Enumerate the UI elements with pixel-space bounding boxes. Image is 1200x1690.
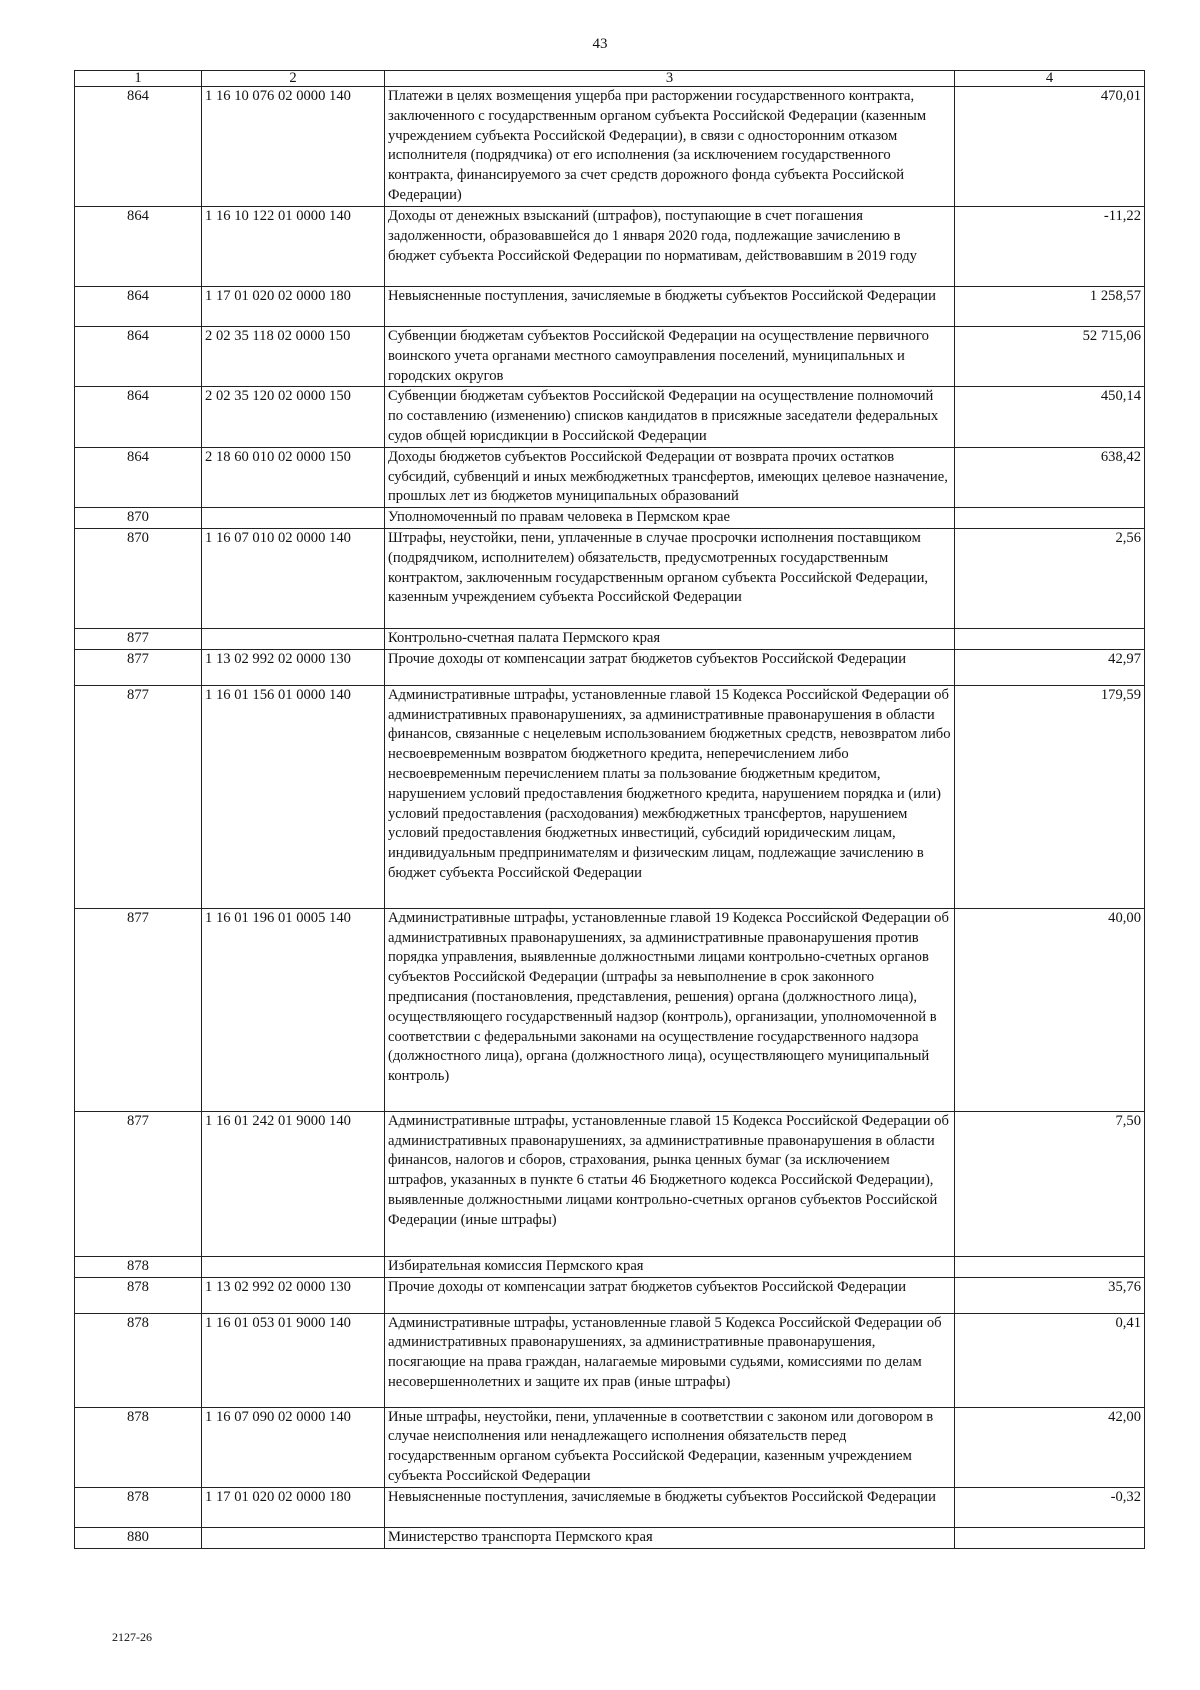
admin-code-cell: 877 <box>75 649 202 685</box>
budget-code-cell: 2 02 35 120 02 0000 150 <box>202 387 385 447</box>
income-name-cell: Доходы от денежных взысканий (штрафов), поступающие в счет погашения задолженности, образовавшейся до 1 января 2020 года, подлежащие зачислению в бюджет субъекта Российской Федерации по нормативам, действовавшим в 2019 году <box>385 207 955 287</box>
amount-cell: 0,41 <box>955 1313 1145 1407</box>
income-name-cell: Доходы бюджетов субъектов Российской Федерации от возврата прочих остатков субсидий, субвенций и иных межбюджетных трансфертов, имеющих целевое назначение, прошлых лет из бюджетов муниципальных образований <box>385 447 955 507</box>
income-name-cell: Контрольно-счетная палата Пермского края <box>385 628 955 649</box>
budget-code-cell <box>202 508 385 529</box>
admin-code-cell: 878 <box>75 1256 202 1277</box>
income-name-cell: Административные штрафы, установленные главой 15 Кодекса Российской Федерации об административных правонарушениях, за административные правонарушения в области финансов, связанные с нецелевым использованием бюджетных средств, невозвратом либо несвоевременным возвратом бюджетного кредита, неперечислением либо несвоевременным перечислением платы за пользование бюджетным кредитом, нарушением условий предоставления бюджетного кредита, нарушением порядка и (или) условий предоставления (расходования) межбюджетных трансфертов, нарушением условий предоставления бюджетных инвестиций, субсидий юридическим лицам, индивидуальным предпринимателям и физическим лицам, подлежащие зачислению в бюджет субъекта Российской Федерации <box>385 685 955 908</box>
column-header-3: 3 <box>385 71 955 87</box>
amount-cell <box>955 508 1145 529</box>
income-name-cell: Штрафы, неустойки, пени, уплаченные в случае просрочки исполнения поставщиком (подрядчиком, исполнителем) обязательств, предусмотренных государственным контрактом, заключенным государственным органом субъекта Российской Федерации, казенным учреждением субъекта Российской Федерации <box>385 528 955 628</box>
table-row <box>75 1407 1145 1487</box>
budget-code-cell: 1 16 07 090 02 0000 140 <box>202 1407 385 1487</box>
table-row <box>75 908 1145 1111</box>
table-row <box>75 508 1145 529</box>
income-name-cell: Прочие доходы от компенсации затрат бюджетов субъектов Российской Федерации <box>385 1277 955 1313</box>
income-name-cell: Иные штрафы, неустойки, пени, уплаченные в соответствии с законом или договором в случае неисполнения или ненадлежащего исполнения обязательств перед государственным органом субъекта Российской Федерации, казенным учреждением субъекта Российской Федерации <box>385 1407 955 1487</box>
budget-code-cell: 1 13 02 992 02 0000 130 <box>202 1277 385 1313</box>
amount-cell: -11,22 <box>955 207 1145 287</box>
amount-cell: 450,14 <box>955 387 1145 447</box>
budget-code-cell <box>202 628 385 649</box>
table-row <box>75 447 1145 507</box>
column-header-2: 2 <box>202 71 385 87</box>
budget-code-cell: 1 13 02 992 02 0000 130 <box>202 649 385 685</box>
amount-cell <box>955 628 1145 649</box>
amount-cell: 470,01 <box>955 87 1145 207</box>
income-name-cell: Административные штрафы, установленные главой 15 Кодекса Российской Федерации об административных правонарушениях, за административные правонарушения в области финансов, налогов и сборов, страхования, рынка ценных бумаг (за исключением штрафов, указанных в пункте 6 статьи 46 Бюджетного кодекса Российской Федерации), выявленные должностными лицами контрольно-счетных органов субъектов Российской Федерации (иные штрафы) <box>385 1111 955 1256</box>
income-name-cell: Административные штрафы, установленные главой 19 Кодекса Российской Федерации об административных правонарушениях, за административные правонарушения против порядка управления, выявленные должностными лицами контрольно-счетных органов субъектов Российской Федерации (штрафы за невыполнение в срок законного предписания (постановления, представления, решения) органа (должностного лица), осуществляющего государственный надзор (контроль), организации, уполномоченной в соответствии с федеральными законами на осуществление государственного надзора (должностного лица), органа (должностного лица), осуществляющего муниципальный контроль) <box>385 908 955 1111</box>
budget-code-cell: 1 16 01 156 01 0000 140 <box>202 685 385 908</box>
table-row <box>75 207 1145 287</box>
revenue-table <box>74 70 1145 1549</box>
budget-code-cell: 1 17 01 020 02 0000 180 <box>202 287 385 327</box>
income-name-cell: Административные штрафы, установленные главой 5 Кодекса Российской Федерации об административных правонарушениях, за административные правонарушения, посягающие на права граждан, налагаемые мировыми судьями, комиссиями по делам несовершеннолетних и защите их прав (иные штрафы) <box>385 1313 955 1407</box>
admin-code-cell: 864 <box>75 87 202 207</box>
budget-code-cell: 1 16 01 053 01 9000 140 <box>202 1313 385 1407</box>
admin-code-cell: 877 <box>75 908 202 1111</box>
table-row <box>75 1527 1145 1548</box>
amount-cell: 52 715,06 <box>955 327 1145 387</box>
amount-cell: 35,76 <box>955 1277 1145 1313</box>
table-row <box>75 1487 1145 1527</box>
budget-code-cell: 1 16 01 196 01 0005 140 <box>202 908 385 1111</box>
budget-code-cell: 1 16 10 122 01 0000 140 <box>202 207 385 287</box>
income-name-cell: Субвенции бюджетам субъектов Российской Федерации на осуществление первичного воинского учета органами местного самоуправления поселений, муниципальных и городских округов <box>385 327 955 387</box>
amount-cell: 638,42 <box>955 447 1145 507</box>
amount-cell: 42,97 <box>955 649 1145 685</box>
amount-cell: 2,56 <box>955 528 1145 628</box>
table-row <box>75 1277 1145 1313</box>
admin-code-cell: 878 <box>75 1407 202 1487</box>
amount-cell: 7,50 <box>955 1111 1145 1256</box>
income-name-cell: Прочие доходы от компенсации затрат бюджетов субъектов Российской Федерации <box>385 649 955 685</box>
admin-code-cell: 880 <box>75 1527 202 1548</box>
amount-cell: -0,32 <box>955 1487 1145 1527</box>
budget-code-cell <box>202 1527 385 1548</box>
amount-cell <box>955 1527 1145 1548</box>
budget-code-cell: 1 16 07 010 02 0000 140 <box>202 528 385 628</box>
table-row <box>75 649 1145 685</box>
income-name-cell: Избирательная комиссия Пермского края <box>385 1256 955 1277</box>
income-name-cell: Невыясненные поступления, зачисляемые в бюджеты субъектов Российской Федерации <box>385 1487 955 1527</box>
table-body <box>75 87 1145 1549</box>
table-row <box>75 628 1145 649</box>
amount-cell <box>955 1256 1145 1277</box>
table-row <box>75 287 1145 327</box>
amount-cell: 40,00 <box>955 908 1145 1111</box>
budget-code-cell: 1 16 01 242 01 9000 140 <box>202 1111 385 1256</box>
budget-code-cell: 1 16 10 076 02 0000 140 <box>202 87 385 207</box>
budget-code-cell: 2 18 60 010 02 0000 150 <box>202 447 385 507</box>
budget-code-cell: 2 02 35 118 02 0000 150 <box>202 327 385 387</box>
amount-cell: 179,59 <box>955 685 1145 908</box>
income-name-cell: Невыясненные поступления, зачисляемые в бюджеты субъектов Российской Федерации <box>385 287 955 327</box>
document-code: 2127-26 <box>112 1630 152 1644</box>
admin-code-cell: 870 <box>75 508 202 529</box>
header-row <box>75 71 1145 87</box>
admin-code-cell: 877 <box>75 685 202 908</box>
table-row <box>75 528 1145 628</box>
amount-cell: 1 258,57 <box>955 287 1145 327</box>
table-row <box>75 387 1145 447</box>
admin-code-cell: 864 <box>75 327 202 387</box>
admin-code-cell: 877 <box>75 628 202 649</box>
admin-code-cell: 864 <box>75 447 202 507</box>
admin-code-cell: 878 <box>75 1487 202 1527</box>
admin-code-cell: 878 <box>75 1277 202 1313</box>
table-row <box>75 685 1145 908</box>
table-row <box>75 87 1145 207</box>
admin-code-cell: 877 <box>75 1111 202 1256</box>
admin-code-cell: 870 <box>75 528 202 628</box>
admin-code-cell: 864 <box>75 287 202 327</box>
income-name-cell: Субвенции бюджетам субъектов Российской Федерации на осуществление полномочий по составлению (изменению) списков кандидатов в присяжные заседатели федеральных судов общей юрисдикции в Российской Федерации <box>385 387 955 447</box>
table-row <box>75 1313 1145 1407</box>
budget-code-cell <box>202 1256 385 1277</box>
income-name-cell: Платежи в целях возмещения ущерба при расторжении государственного контракта, заключенного с государственным органом субъекта Российской Федерации (казенным учреждением субъекта Российской Федерации), в связи с односторонним отказом исполнителя (подрядчика) от его исполнения (за исключением государственного контракта, финансируемого за счет средств дорожного фонда субъекта Российской Федерации) <box>385 87 955 207</box>
admin-code-cell: 878 <box>75 1313 202 1407</box>
table-row <box>75 1256 1145 1277</box>
income-name-cell: Уполномоченный по правам человека в Пермском крае <box>385 508 955 529</box>
table-row <box>75 1111 1145 1256</box>
amount-cell: 42,00 <box>955 1407 1145 1487</box>
admin-code-cell: 864 <box>75 387 202 447</box>
table-row <box>75 327 1145 387</box>
budget-code-cell: 1 17 01 020 02 0000 180 <box>202 1487 385 1527</box>
admin-code-cell: 864 <box>75 207 202 287</box>
income-name-cell: Министерство транспорта Пермского края <box>385 1527 955 1548</box>
column-header-4: 4 <box>955 71 1145 87</box>
column-header-1: 1 <box>75 71 202 87</box>
page-number: 43 <box>592 36 608 52</box>
